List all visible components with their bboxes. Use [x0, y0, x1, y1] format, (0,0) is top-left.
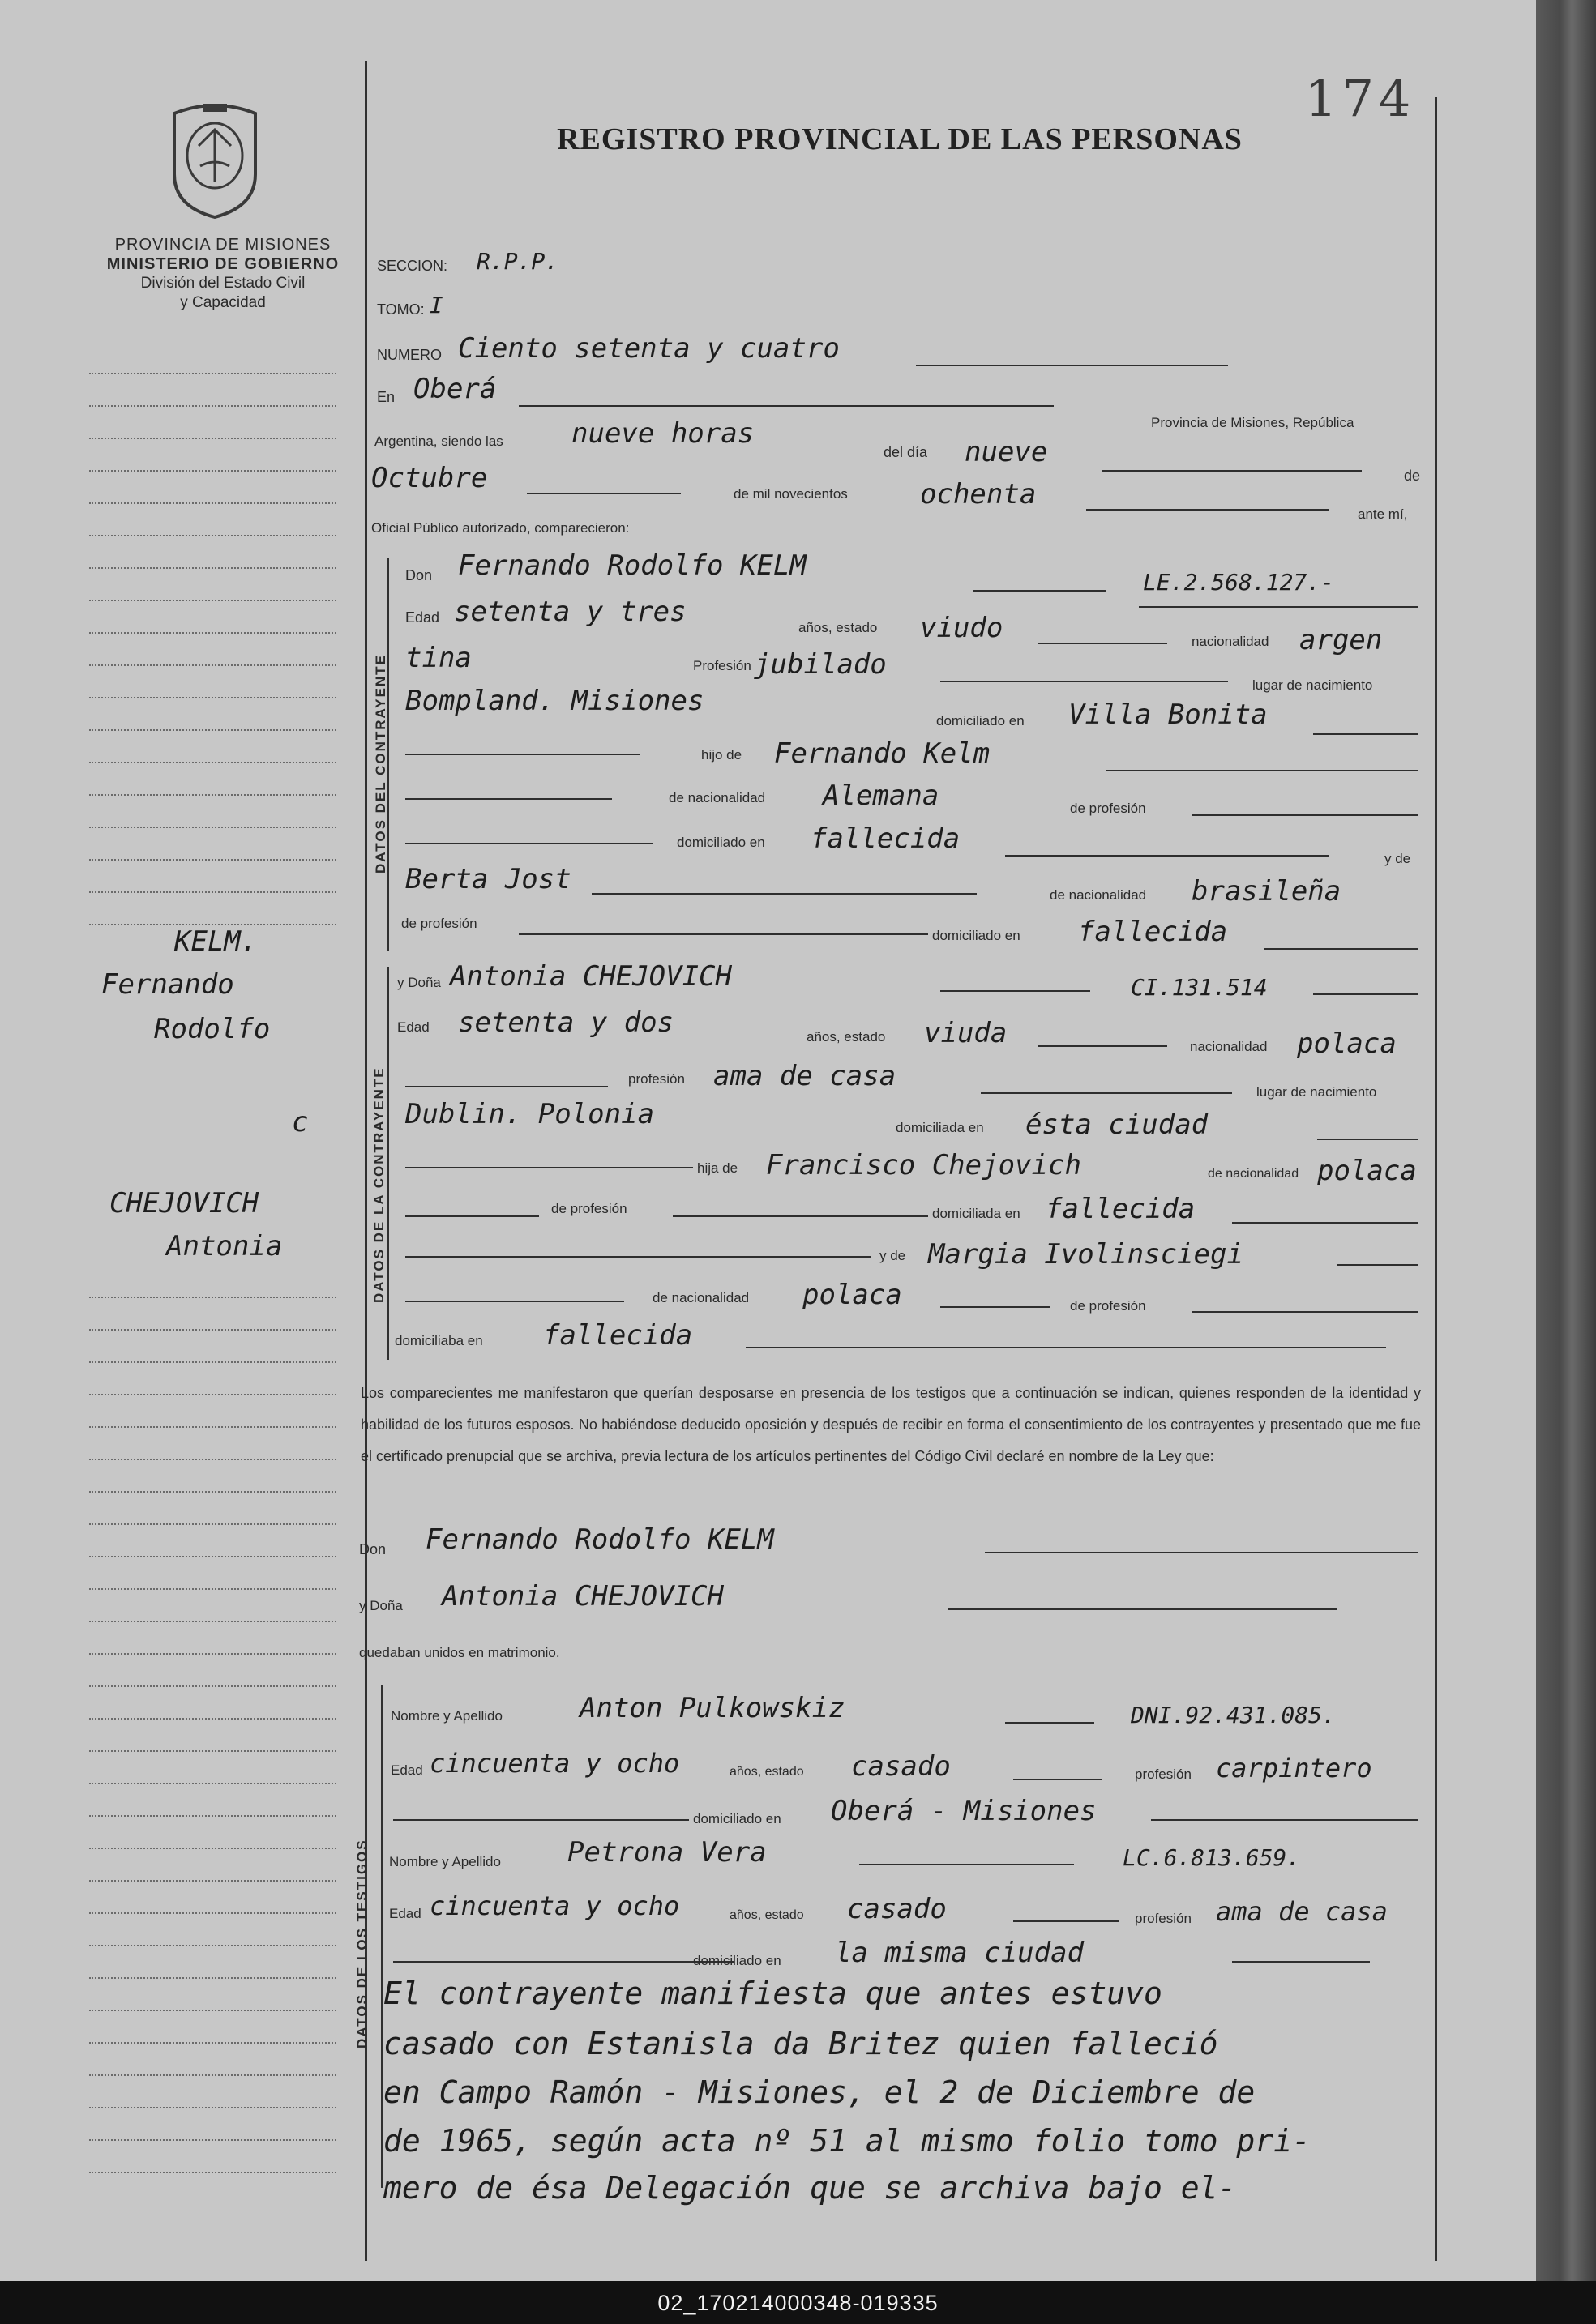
w2-nombre-label: Nombre y Apellido [389, 1854, 501, 1869]
bride-hija-label: hija de [697, 1160, 738, 1176]
groom-lugar: Bompland. Misiones [405, 685, 704, 717]
w1-nombre: Anton Pulkowskiz [580, 1692, 845, 1724]
bride-lugar-label: lugar de nacimiento [1256, 1084, 1377, 1100]
tomo-value: I [430, 292, 443, 318]
w2-domicilio-label: domiciliado en [693, 1953, 781, 1968]
groom-domicilio-label: domiciliado en [936, 713, 1025, 728]
groom-padre-dom: fallecida [811, 822, 961, 855]
margin-note-line-4: c [292, 1106, 309, 1139]
argentina-label: Argentina, siendo las [374, 434, 503, 449]
groom-profesion-label: Profesión [693, 658, 751, 673]
province-seal-icon [166, 97, 263, 219]
del-dia-label: del día [884, 444, 928, 460]
dia-value: nueve [965, 436, 1048, 468]
groom-padre-prof-label: de profesión [1070, 801, 1146, 816]
w1-edad: cincuenta y ocho [430, 1748, 680, 1779]
bride-document: CI.131.514 [1131, 974, 1268, 1001]
groom-madre-dom-label: domiciliado en [932, 928, 1020, 943]
statement-don-value: Fernando Rodolfo KELM [426, 1523, 774, 1556]
seccion-value: R.P.P. [477, 248, 559, 275]
bride-madre: Margia Ivolinsciegi [928, 1238, 1243, 1271]
groom-profesion: jubilado [754, 648, 887, 681]
bride-padre-prof-label: de profesión [551, 1201, 627, 1216]
groom-domicilio: Villa Bonita [1068, 698, 1268, 731]
groom-madre-dom: fallecida [1078, 916, 1228, 948]
bride-y-de-label: y de [879, 1248, 906, 1263]
w2-profesion: ama de casa [1216, 1896, 1388, 1927]
groom-anios-label: años, estado [798, 620, 878, 635]
groom-padre-nac: Alemana [823, 780, 939, 812]
groom-padre-nac-label: de nacionalidad [669, 790, 766, 805]
page-title: REGISTRO PROVINCIAL DE LAS PERSONAS [557, 122, 1243, 156]
de-label: de [1404, 468, 1421, 484]
bride-madre-dom-label: domiciliaba en [395, 1333, 483, 1348]
statement-closing: quedaban unidos en matrimonio. [359, 1645, 560, 1660]
margin-note-line-1: KELM. [174, 925, 258, 958]
groom-nacionalidad-label: nacionalidad [1192, 634, 1269, 649]
ministry-line: MINISTERIO DE GOBIERNO [106, 255, 340, 273]
image-filename-label: 02_170214000348-019335 [657, 2291, 939, 2315]
groom-estado: viudo [920, 612, 1003, 644]
w1-documento: DNI.92.431.085. [1131, 1702, 1336, 1728]
bride-domicilio-label: domiciliada en [896, 1120, 984, 1135]
groom-document: LE.2.568.127.- [1143, 569, 1335, 596]
right-frame-line [1435, 97, 1437, 2261]
witness-bracket [381, 1685, 383, 2188]
bride-nacionalidad: polaca [1297, 1027, 1397, 1060]
w2-profesion-label: profesión [1135, 1911, 1192, 1926]
groom-name: Fernando Rodolfo KELM [458, 549, 807, 582]
groom-madre: Berta Jost [405, 863, 571, 895]
groom-y-de-label: y de [1384, 851, 1411, 866]
bride-profesion: ama de casa [713, 1060, 896, 1092]
note-line-4: de 1965, según acta nº 51 al mismo folio tomo pri- [383, 2123, 1311, 2159]
bride-padre-dom-label: domiciliada en [932, 1206, 1020, 1221]
note-line-3: en Campo Ramón - Misiones, el 2 de Diciembre de [383, 2074, 1256, 2110]
margin-note-line-6: Antonia [166, 1230, 283, 1262]
mes-value: Octubre [371, 462, 488, 494]
en-value: Oberá [413, 373, 497, 405]
bride-name: Antonia CHEJOVICH [450, 960, 732, 993]
y-dona-label: y Doña [397, 975, 441, 990]
provincia-label: Provincia de Misiones, República [1151, 415, 1354, 430]
bride-edad: setenta y dos [458, 1006, 674, 1039]
bride-padre-nac-label: de nacionalidad [1208, 1167, 1299, 1181]
statement-text: Los comparecientes me manifestaron que querían desposarse en presencia de los testigos que a continuación se indican, quienes responden de la identidad y habilidad de los futuros esposos. No habiéndose deducido oposición y después de recibir en forma el consentimiento de los contrayentes y presentado que me fue el certificado prenupcial que se archiva, previa lectura de los artículos pertinentes del Código Civil declaré en nombre de la Ley que: [361, 1385, 1421, 1464]
bride-profesion-label: profesión [628, 1071, 685, 1087]
groom-hijo-label: hijo de [701, 747, 742, 763]
w2-domicilio: la misma ciudad [835, 1937, 1085, 1969]
book-edge [1536, 0, 1596, 2281]
bride-padre-dom: fallecida [1046, 1193, 1196, 1225]
don-label: Don [405, 567, 433, 583]
w2-documento: LC.6.813.659. [1123, 1844, 1301, 1871]
bride-madre-dom: fallecida [543, 1319, 693, 1352]
w2-nombre: Petrona Vera [567, 1836, 767, 1869]
tomo-label: TOMO: [377, 301, 425, 318]
bride-madre-nac: polaca [802, 1279, 902, 1311]
groom-madre-nac-label: de nacionalidad [1050, 887, 1147, 903]
ante-mi-label: ante mí, [1358, 506, 1408, 522]
statement-dona-value: Antonia CHEJOVICH [442, 1580, 724, 1613]
division-line-1: División del Estado Civil [140, 275, 306, 292]
w1-edad-label: Edad [391, 1762, 423, 1778]
groom-padre-dom-label: domiciliado en [677, 835, 765, 850]
w1-profesion: carpintero [1216, 1753, 1372, 1784]
horas-value: nueve horas [571, 417, 755, 450]
note-line-1: El contrayente manifiesta que antes estuvo [383, 1976, 1162, 2011]
margin-note-line-2: Fernando [101, 968, 234, 1001]
margin-note-line-5: CHEJOVICH [109, 1187, 259, 1220]
groom-madre-nac: brasileña [1192, 875, 1341, 908]
de-mil-label: de mil novecientos [734, 486, 848, 502]
w1-anios-label: años, estado [730, 1765, 804, 1779]
groom-section-label: DATOS DEL CONTRAYENTE [373, 654, 388, 874]
w1-nombre-label: Nombre y Apellido [391, 1708, 503, 1724]
bride-anios-label: años, estado [807, 1029, 886, 1045]
bride-madre-nac-label: de nacionalidad [653, 1290, 750, 1305]
groom-edad-label: Edad [405, 609, 440, 626]
oficial-label: Oficial Público autorizado, comparecieron: [371, 520, 630, 536]
bride-edad-label: Edad [397, 1019, 430, 1035]
w1-domicilio-label: domiciliado en [693, 1811, 781, 1826]
w1-profesion-label: profesión [1135, 1766, 1192, 1782]
bride-padre-nac: polaca [1317, 1155, 1417, 1187]
groom-madre-prof-label: de profesión [401, 916, 477, 931]
w2-estado: casado [847, 1893, 947, 1925]
division-line-2: y Capacidad [180, 294, 266, 311]
bride-bracket [387, 967, 389, 1360]
province-block [97, 235, 349, 313]
bride-nacionalidad-label: nacionalidad [1190, 1039, 1268, 1054]
folio-number: 174 [1305, 69, 1416, 128]
groom-nacionalidad-cont: tina [405, 642, 472, 674]
statement-don-label: Don [359, 1541, 387, 1557]
witness-section-label: DATOS DE LOS TESTIGOS [354, 1839, 370, 2048]
numero-value: Ciento setenta y cuatro [458, 332, 840, 365]
bride-lugar: Dublin. Polonia [405, 1098, 655, 1130]
groom-nacionalidad: argen [1299, 624, 1383, 656]
margin-note-line-3: Rodolfo [154, 1013, 271, 1045]
numero-label: NUMERO [377, 347, 442, 363]
groom-edad: setenta y tres [454, 596, 687, 628]
w1-domicilio: Oberá - Misiones [831, 1795, 1097, 1827]
bride-padre: Francisco Chejovich [766, 1149, 1081, 1181]
w2-anios-label: años, estado [730, 1908, 804, 1922]
groom-padre: Fernando Kelm [774, 737, 991, 770]
seccion-label: SECCION: [377, 258, 448, 274]
w2-edad: cincuenta y ocho [430, 1890, 680, 1921]
anio-value: ochenta [920, 478, 1037, 511]
note-line-5: mero de ésa Delegación que se archiva bajo el- [383, 2170, 1237, 2206]
statement-dona-label: y Doña [359, 1598, 403, 1613]
bride-domicilio: ésta ciudad [1025, 1109, 1209, 1141]
groom-lugar-label: lugar de nacimiento [1252, 677, 1373, 693]
w1-estado: casado [851, 1750, 951, 1783]
bride-estado: viuda [924, 1017, 1008, 1049]
province-line: PROVINCIA DE MISIONES [114, 236, 332, 254]
bride-section-label: DATOS DE LA CONTRAYENTE [371, 1066, 387, 1303]
en-label: En [377, 389, 396, 405]
bride-madre-prof-label: de profesión [1070, 1298, 1146, 1314]
note-line-2: casado con Estanisla da Britez quien falleció [383, 2026, 1218, 2061]
w2-edad-label: Edad [389, 1906, 421, 1921]
